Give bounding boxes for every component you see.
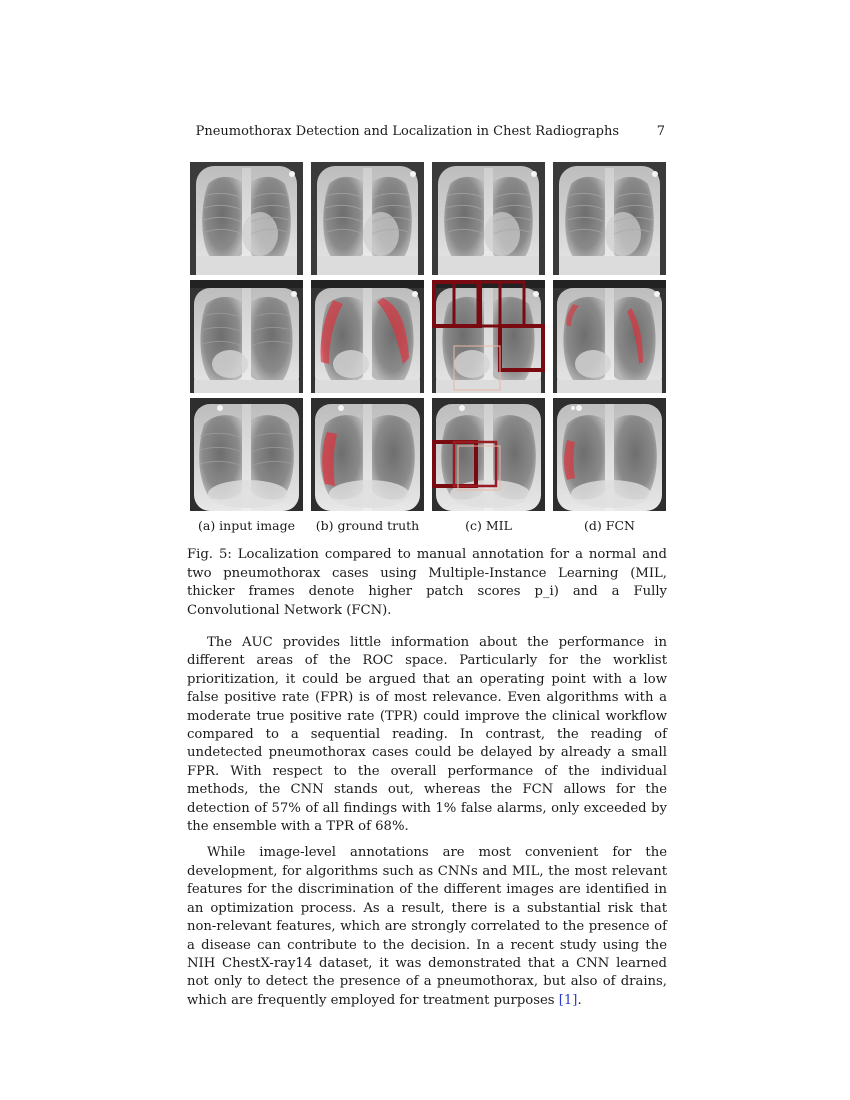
paragraph: The AUC provides little information about the performance in different areas of the ROC space. Particularly for the worklist prioritization, it could be argued that an operating point with a low false positive rate (FPR) is of most relevance. Even algorithms with a moderate true positive rate (TPR) could improve the clinical workflow compared to a sequential reading. In contrast, the reading of undetected pneumothorax cases could be delayed by already a small FPR. With respect to the overall performance of the individual methods, the CNN stands out, whereas the FCN allows for the detection of 57% of all findings with 1% false alarms, only exceeded by the ensemble with a TPR of 68%. <box>187 635 667 835</box>
subcaption-input-image: (a) input image <box>198 518 295 533</box>
xray-normal-fcn <box>553 162 666 275</box>
xray-case2-input <box>190 398 303 511</box>
xray-normal-input <box>190 162 303 275</box>
figure-caption: Fig. 5: Localization compared to manual annotation for a normal and two pneumothorax cases using Multiple-Instance Learning (MIL, thicker frames denote higher patch scores p_i) and a Fully Convolutional Network (FCN). <box>187 547 667 618</box>
subcaption-fcn: (d) FCN <box>584 518 635 533</box>
xray-case1-fcn <box>553 280 666 393</box>
page-number: 7 <box>656 124 665 139</box>
subcaption-ground-truth: (b) ground truth <box>315 518 420 533</box>
figure-subcaptions <box>190 518 666 536</box>
xray-case2-mil <box>432 398 545 511</box>
xray-case1-input <box>190 280 303 393</box>
paragraph <box>187 844 667 1010</box>
figure-grid <box>190 162 666 511</box>
xray-normal-mil <box>432 162 545 275</box>
running-title: Pneumothorax Detection and Localization in Chest Radiographs <box>195 124 619 139</box>
paragraph-text: While image-level annotations are most convenient for the development, for algorithms such as CNNs and MIL, the most relevant features for the discrimination of the different images are identified in an optimization process. As a result, there is a substantial risk that non-relevant features, which are strongly correlated to the presence of a disease can contribute to the decision. In a recent study using the NIH ChestX-ray14 dataset, it was demonstrated that a CNN learned not only to detect the presence of a pneumothorax, but also of drains, which are frequently employed for treatment purposes <box>187 845 667 1008</box>
citation-link[interactable]: [1] <box>558 992 578 1008</box>
body-text <box>187 634 667 1018</box>
xray-case2-ground-truth <box>311 398 424 511</box>
paragraph-end: . <box>577 992 582 1008</box>
xray-case1-mil <box>432 280 545 393</box>
running-header <box>187 124 665 144</box>
xray-case2-fcn <box>553 398 666 511</box>
subcaption-mil: (c) MIL <box>465 518 512 533</box>
xray-normal-ground-truth <box>311 162 424 275</box>
xray-case1-ground-truth <box>311 280 424 393</box>
